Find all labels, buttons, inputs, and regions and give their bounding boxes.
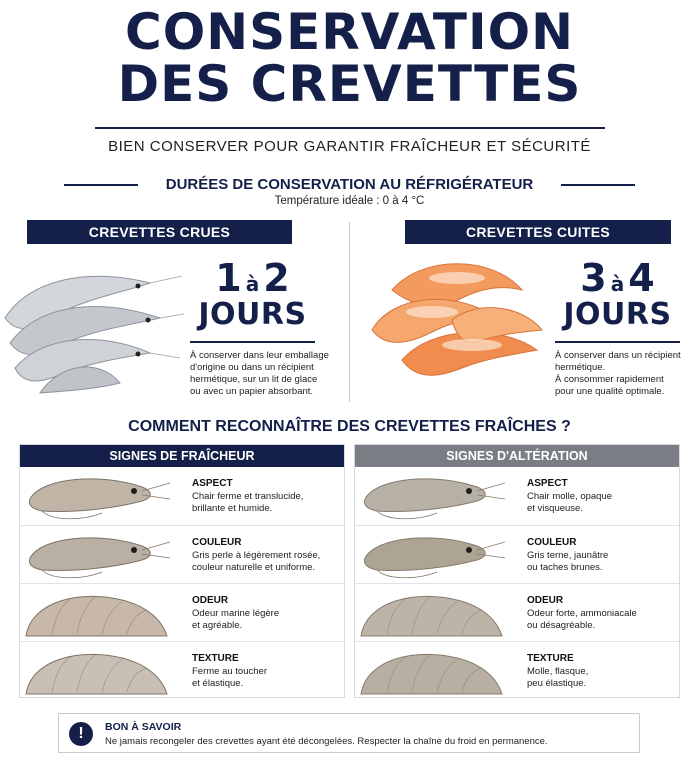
cooked-duration [555,258,680,332]
raw-duration-rule [190,341,315,343]
spoiled-row-description: Molle, flasque, peu élastique. [527,666,589,689]
fresh-row-description: Odeur marine légère et agréable. [192,608,280,631]
recognize-heading: COMMENT RECONNAÎTRE DES CREVETTES FRAÎCHES ? [128,418,571,435]
spoiled-row-description: Odeur forte, ammoniacale ou désagréable. [527,608,637,631]
raw-duration-unit: JOURS [198,297,307,332]
cooked-banner: CREVETTES CUITES [405,220,671,244]
fresh-row-description: Ferme au toucher et élastique. [192,666,267,689]
raw-note: À conserver dans leur emballage d'origine ou dans un récipient hermétique, sur un lit de glace ou avec un papier absorbant. [190,350,329,397]
spoiled-row-texture [355,641,679,699]
raw-duration-sep: à [245,272,260,296]
fresh-row-couleur [20,525,344,583]
spoiled-row-description: Chair molle, opaque et visqueuse. [527,491,613,514]
spoiled-shrimp-thumbnail [357,528,507,582]
raw-duration-to: 2 [263,256,290,300]
fresh-row-label: ASPECT [192,478,233,489]
title-divider [95,127,605,129]
tip-text: Ne jamais recongeler des crevettes ayant été décongelées. Respecter la chaîne du froid en permanence. [105,736,548,747]
cooked-duration-from: 3 [580,256,607,300]
spoiled-row-odeur [355,583,679,641]
spoiled-row-label: ODEUR [527,595,564,606]
fresh-shrimp-thumbnail [22,644,172,698]
fresh-row-label: COULEUR [192,537,242,548]
spoiled-row-label: ASPECT [527,478,568,489]
title-line-2: DES CREVETTES [117,55,582,113]
ideal-temperature: Température idéale : 0 à 4 °C [274,195,425,207]
fridge-heading: DURÉES DE CONSERVATION AU RÉFRIGÉRATEUR [165,176,534,193]
spoiled-panel-header: SIGNES D'ALTÉRATION [355,445,679,467]
subtitle: BIEN CONSERVER POUR GARANTIR FRAÎCHEUR ET SÉCURITÉ [108,138,591,155]
fresh-row-description: Gris perle à légèrement rosée, couleur naturelle et uniforme. [192,550,321,573]
fresh-shrimp-thumbnail [22,586,172,640]
raw-duration [190,258,315,332]
fresh-shrimp-thumbnail [22,469,172,523]
cooked-shrimp-image [362,250,547,390]
fresh-row-odeur [20,583,344,641]
title-line-1: CONSERVATION [125,3,574,61]
exclamation-icon: ! [69,722,93,746]
fresh-shrimp-thumbnail [22,528,172,582]
fresh-row-label: TEXTURE [192,653,239,664]
raw-shrimp-image [0,248,185,398]
spoiled-shrimp-thumbnail [357,644,507,698]
cooked-duration-to: 4 [628,256,655,300]
raw-banner: CREVETTES CRUES [27,220,292,244]
spoiled-row-aspect [355,467,679,525]
spoiled-row-description: Gris terne, jaunâtre ou taches brunes. [527,550,609,573]
spoiled-row-couleur [355,525,679,583]
cooked-duration-rule [555,341,680,343]
tip-heading: BON À SAVOIR [105,721,182,733]
tip-box [58,713,640,753]
spoiled-shrimp-thumbnail [357,469,507,523]
spoiled-panel [354,444,680,698]
spoiled-shrimp-thumbnail [357,586,507,640]
spoiled-row-label: TEXTURE [527,653,574,664]
fresh-row-aspect [20,467,344,525]
fresh-row-label: ODEUR [192,595,229,606]
cooked-note: À conserver dans un récipient hermétique. À consommer rapidement pour une qualité optimale. [555,350,681,397]
page-title [0,3,699,113]
fresh-row-description: Chair ferme et translucide, brillante et humide. [192,491,304,514]
cooked-duration-unit: JOURS [563,297,672,332]
fresh-panel-header: SIGNES DE FRAÎCHEUR [20,445,344,467]
raw-duration-from: 1 [215,256,242,300]
fresh-row-texture [20,641,344,699]
cooked-duration-sep: à [610,272,625,296]
fresh-panel [19,444,345,698]
column-divider [349,222,350,402]
spoiled-row-label: COULEUR [527,537,577,548]
